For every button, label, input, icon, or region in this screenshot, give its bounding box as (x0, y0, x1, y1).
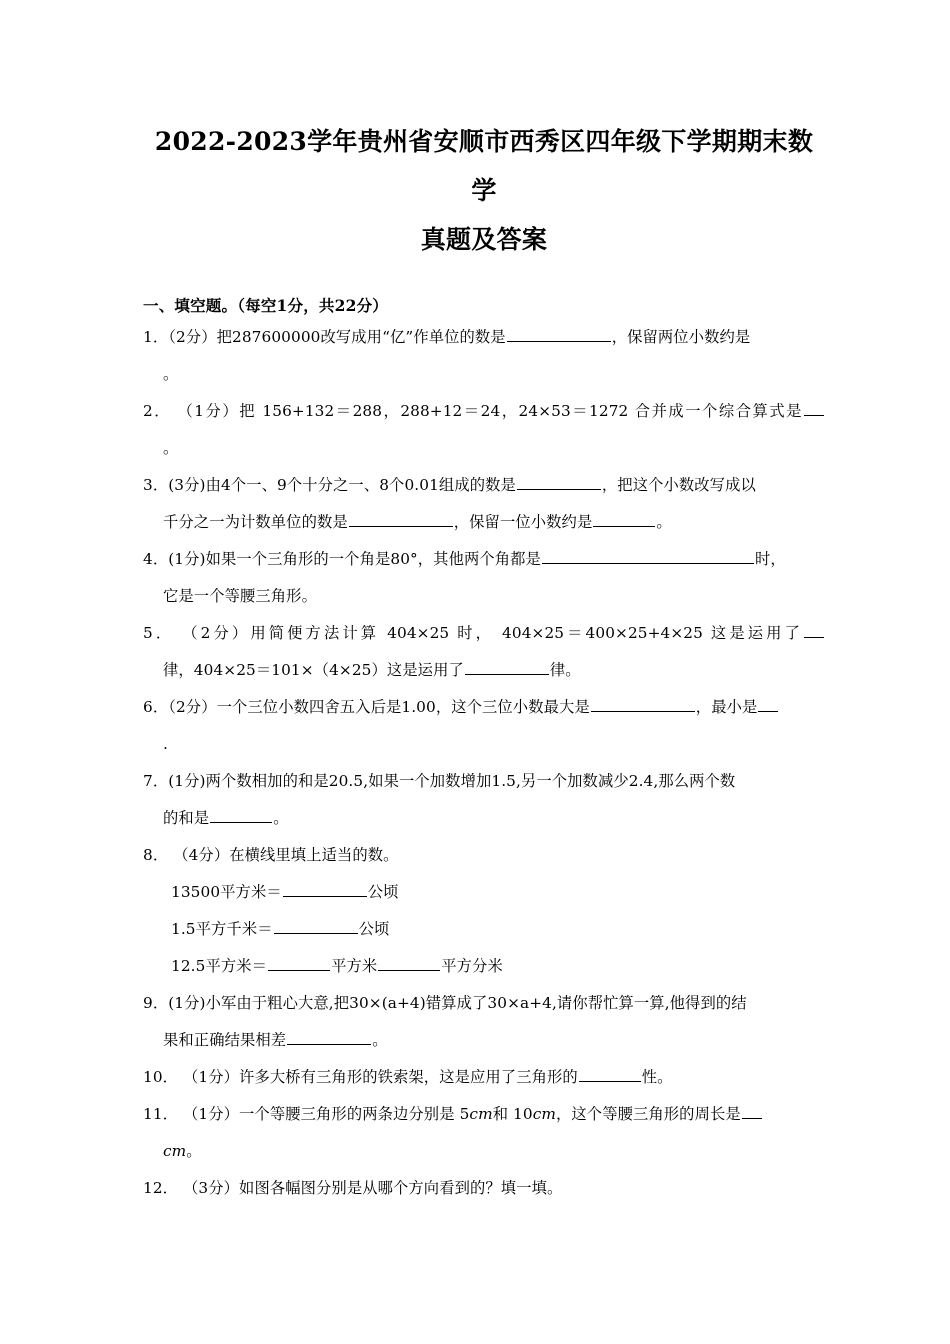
question-item-8 (143, 837, 825, 985)
fill-blank[interactable] (591, 695, 695, 712)
question-8-sub2-suffix: 公顷 (358, 920, 390, 939)
page-title (143, 0, 825, 264)
page-title-line-1: 2022-2023学年贵州省安顺市西秀区四年级下学期期末数学 (154, 127, 814, 205)
question-5-text-b: 律，404×25＝101×（4×25）这是运用了 (163, 661, 464, 680)
fill-blank[interactable] (742, 1102, 762, 1119)
question-3-text-e: 。 (656, 513, 672, 532)
question-8-line-1 (143, 837, 825, 874)
question-item-4 (143, 541, 825, 615)
question-1-text-b: ，保留两位小数约是 (611, 328, 751, 347)
question-2-line-2 (143, 430, 825, 467)
question-12-text-a: 12． （3分）如图各幅图分别是从哪个方向看到的？填一填。 (143, 1179, 563, 1198)
fill-blank[interactable] (507, 325, 611, 342)
question-9-text-a: 9．(1分)小军由于粗心大意,把30×(a+4)错算成了30×a+4,请你帮忙算一算,他得到的结 (143, 994, 747, 1013)
question-1-line-1 (143, 319, 825, 356)
question-item-10 (143, 1059, 825, 1096)
question-3-line-1 (143, 467, 825, 504)
page-title-line-2: 真题及答案 (420, 224, 548, 254)
fill-blank[interactable] (268, 954, 330, 971)
question-9-line-1 (143, 985, 825, 1022)
question-10-line-1 (143, 1059, 825, 1096)
question-2-text-b: 。 (163, 439, 179, 458)
question-5-line-1 (143, 615, 825, 652)
question-7-text-b: 的和是 (163, 809, 210, 828)
question-2-line-1 (143, 393, 825, 430)
fill-blank[interactable] (287, 1028, 371, 1045)
question-11-text-d: 。 (186, 1142, 202, 1161)
question-4-text-c: 它是一个等腰三角形。 (163, 587, 317, 606)
question-11-line-1 (143, 1096, 825, 1133)
question-item-9 (143, 985, 825, 1059)
question-list (143, 319, 825, 1207)
question-item-3 (143, 467, 825, 541)
question-11-text-a: 11． （1分）一个等腰三角形的两条边分别是 5 (143, 1105, 470, 1124)
question-9-line-2 (143, 1022, 825, 1059)
question-8-subitem-2 (143, 911, 825, 948)
question-5-line-2 (143, 652, 825, 689)
unit-cm: cm (469, 1105, 493, 1124)
question-8-sub3-prefix: 12.5平方米＝ (171, 957, 268, 976)
question-item-7 (143, 763, 825, 837)
fill-blank[interactable] (349, 510, 453, 527)
question-3-text-d: ，保留一位小数约是 (453, 513, 593, 532)
question-1-text-c: 。 (163, 365, 179, 384)
question-11-text-b: 和 10 (492, 1105, 533, 1124)
question-8-subitem-1 (143, 874, 825, 911)
question-4-line-1 (143, 541, 825, 578)
fill-blank[interactable] (517, 473, 601, 490)
question-8-sub3-suffix: 平方分米 (441, 957, 503, 976)
question-item-12 (143, 1170, 825, 1207)
question-item-2 (143, 393, 825, 467)
question-7-text-a: 7．(1分)两个数相加的和是20.5,如果一个加数增加1.5,另一个加数减少2.4,那么两个数 (143, 772, 736, 791)
unit-cm: cm (163, 1142, 187, 1161)
question-3-text-c: 千分之一为计数单位的数是 (163, 513, 348, 532)
question-8-text-a: 8． （4分）在横线里填上适当的数。 (143, 846, 399, 865)
question-8-sub1-prefix: 13500平方米＝ (171, 883, 282, 902)
question-3-text-a: 3．(3分)由4个一、9个十分之一、8个0.01组成的数是 (143, 476, 516, 495)
fill-blank[interactable] (210, 806, 272, 823)
fill-blank[interactable] (274, 917, 358, 934)
question-10-text-a: 10． （1分）许多大桥有三角形的铁索架，这是应用了三角形的 (143, 1068, 578, 1087)
question-6-line-2 (143, 726, 825, 763)
question-1-line-2 (143, 356, 825, 393)
question-6-text-b: ，最小是 (695, 698, 758, 717)
fill-blank[interactable] (804, 399, 824, 416)
question-8-sub2-prefix: 1.5平方千米＝ (171, 920, 273, 939)
question-11-text-c: ，这个等腰三角形的周长是 (556, 1105, 741, 1124)
fill-blank[interactable] (283, 880, 367, 897)
question-9-text-b: 果和正确结果相差 (163, 1031, 287, 1050)
unit-cm: cm (532, 1105, 556, 1124)
question-10-text-b: 性。 (641, 1068, 673, 1087)
question-5-text-a: 5． （2分）用简便方法计算 404×25 时， 404×25＝400×25+4×25 这是运用了 (143, 624, 803, 643)
question-6-line-1 (143, 689, 825, 726)
fill-blank[interactable] (465, 658, 549, 675)
question-9-text-c: 。 (372, 1031, 388, 1050)
question-8-subitem-3 (143, 948, 825, 985)
question-8-sub1-suffix: 公顷 (367, 883, 399, 902)
question-item-1 (143, 319, 825, 393)
question-item-5 (143, 615, 825, 689)
question-4-text-b: 时， (754, 550, 786, 569)
section-heading-fill-in-blanks: 一、填空题。（每空1分，共22分） (143, 296, 389, 316)
question-item-11 (143, 1096, 825, 1170)
question-4-text-a: 4．(1分)如果一个三角形的一个角是80°，其他两个角都是 (143, 550, 541, 569)
fill-blank[interactable] (542, 547, 754, 564)
question-12-line-1 (143, 1170, 825, 1207)
question-item-6 (143, 689, 825, 763)
question-5-text-c: 律。 (549, 661, 581, 680)
fill-blank[interactable] (378, 954, 440, 971)
question-2-text-a: 2． （1分）把 156+132＝288，288+12＝24，24×53＝1272 合并成一个综合算式是 (143, 402, 803, 421)
question-7-line-2 (143, 800, 825, 837)
fill-blank[interactable] (804, 621, 824, 638)
question-6-text-a: 6．（2分）一个三位小数四舍五入后是1.00，这个三位小数最大是 (143, 698, 590, 717)
fill-blank[interactable] (579, 1065, 641, 1082)
question-11-line-2 (143, 1133, 825, 1170)
fill-blank[interactable] (758, 695, 778, 712)
question-4-line-2 (143, 578, 825, 615)
question-7-text-c: 。 (273, 809, 289, 828)
question-8-sub3-middle: 平方米 (331, 957, 378, 976)
question-3-text-b: ，把这个小数改写成以 (601, 476, 756, 495)
question-7-line-1 (143, 763, 825, 800)
question-1-text-a: 1．（2分）把287600000改写成用“亿”作单位的数是 (143, 328, 506, 347)
question-6-text-c: . (163, 735, 168, 754)
question-3-line-2 (143, 504, 825, 541)
fill-blank[interactable] (593, 510, 655, 527)
